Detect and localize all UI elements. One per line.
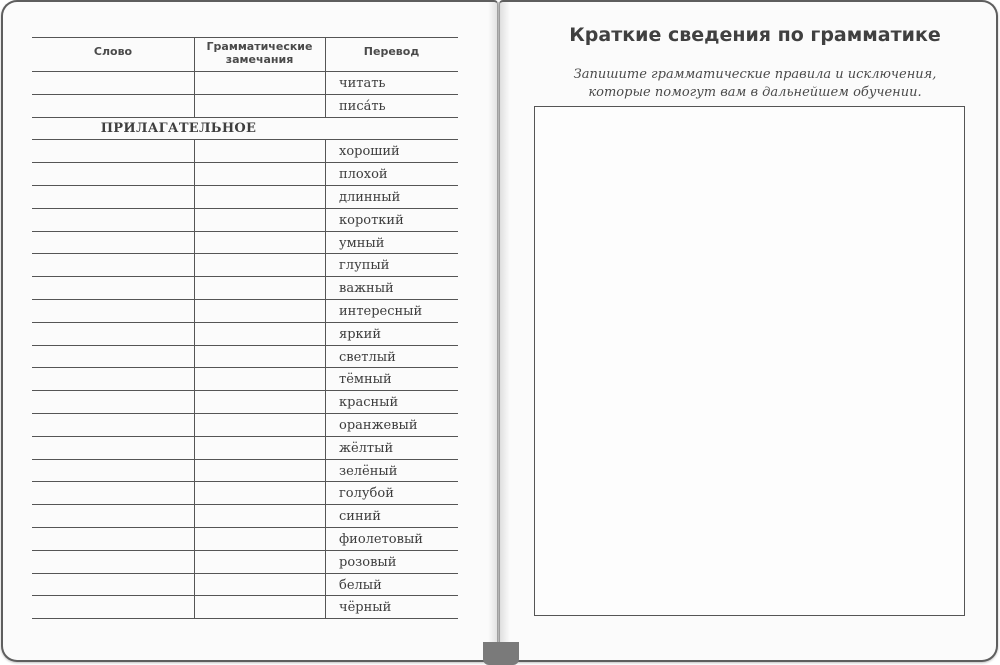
grammar-cell[interactable]	[194, 253, 325, 276]
word-cell[interactable]	[32, 231, 194, 254]
translation-cell: плохой	[339, 167, 388, 183]
word-cell[interactable]	[32, 481, 194, 504]
translation-cell: писа́ть	[339, 98, 386, 114]
word-cell[interactable]	[32, 345, 194, 368]
word-cell[interactable]	[32, 595, 194, 618]
translation-cell: интересный	[339, 304, 423, 319]
word-cell[interactable]	[32, 550, 194, 573]
translation-cell: тёмный	[339, 372, 392, 388]
word-cell[interactable]	[32, 299, 194, 322]
column-divider	[194, 37, 195, 117]
grammar-cell[interactable]	[194, 322, 325, 345]
translation-cell: розовый	[339, 554, 397, 570]
grammar-cell[interactable]	[194, 367, 325, 390]
translation-cell: белый	[339, 577, 382, 593]
translation-cell: оранжевый	[339, 418, 418, 433]
translation-cell: яркий	[339, 326, 381, 342]
translation-cell: фиолетовый	[339, 532, 423, 547]
grammar-notes-box[interactable]	[534, 106, 965, 616]
translation-cell: читать	[339, 76, 386, 91]
grammar-cell[interactable]	[194, 208, 325, 231]
grammar-cell[interactable]	[194, 162, 325, 185]
translation-cell: синий	[339, 509, 381, 525]
word-cell[interactable]	[32, 390, 194, 413]
row-divider	[32, 117, 458, 118]
translation-cell: светлый	[339, 349, 396, 365]
translation-cell: хороший	[339, 144, 400, 160]
translation-cell: умный	[339, 235, 385, 251]
translation-cell: красный	[339, 395, 399, 411]
grammar-instructions	[520, 66, 990, 102]
grammar-cell[interactable]	[194, 595, 325, 618]
grammar-cell[interactable]	[194, 139, 325, 162]
word-cell[interactable]	[32, 253, 194, 276]
word-cell[interactable]	[32, 527, 194, 550]
grammar-cell[interactable]	[194, 390, 325, 413]
word-cell[interactable]	[32, 504, 194, 527]
grammar-title: Краткие сведения по грамматике	[569, 24, 941, 46]
translation-cell: глупый	[339, 258, 390, 274]
word-cell[interactable]	[32, 459, 194, 482]
grammar-cell[interactable]	[194, 185, 325, 208]
header-grammar-line1: Грамматические	[206, 40, 313, 53]
word-cell[interactable]	[32, 94, 194, 117]
column-divider	[325, 139, 326, 618]
word-cell[interactable]	[32, 185, 194, 208]
instructions-line1: Запишите грамматические правила и исключения,	[573, 67, 937, 82]
word-cell[interactable]	[32, 276, 194, 299]
word-cell[interactable]	[32, 71, 194, 94]
header-grammar-line2: замечания	[225, 53, 294, 66]
translation-cell: зелёный	[339, 463, 398, 479]
word-cell[interactable]	[32, 139, 194, 162]
translation-cell: длинный	[339, 190, 401, 205]
word-cell[interactable]	[32, 436, 194, 459]
word-cell[interactable]	[32, 573, 194, 596]
section-label-adjective: ПРИЛАГАТЕЛЬНОЕ	[100, 120, 257, 136]
grammar-cell[interactable]	[194, 345, 325, 368]
grammar-cell[interactable]	[194, 481, 325, 504]
grammar-cell[interactable]	[194, 276, 325, 299]
translation-cell: жёлтый	[339, 440, 394, 456]
word-cell[interactable]	[32, 413, 194, 436]
translation-cell: чёрный	[339, 600, 392, 616]
grammar-cell[interactable]	[194, 527, 325, 550]
grammar-cell[interactable]	[194, 504, 325, 527]
book-spine	[483, 642, 519, 665]
word-cell[interactable]	[32, 162, 194, 185]
grammar-cell[interactable]	[194, 94, 325, 117]
word-cell[interactable]	[32, 367, 194, 390]
grammar-cell[interactable]	[194, 550, 325, 573]
grammar-cell[interactable]	[194, 71, 325, 94]
translation-cell: короткий	[339, 212, 404, 228]
grammar-cell[interactable]	[194, 459, 325, 482]
header-word: Слово	[93, 45, 133, 58]
grammar-cell[interactable]	[194, 436, 325, 459]
grammar-cell[interactable]	[194, 231, 325, 254]
word-cell[interactable]	[32, 208, 194, 231]
column-divider	[194, 139, 195, 618]
word-cell[interactable]	[32, 322, 194, 345]
grammar-cell[interactable]	[194, 573, 325, 596]
row-divider	[32, 618, 458, 619]
instructions-line2: которые помогут вам в дальнейшем обучении.	[588, 85, 922, 100]
header-grammar-notes	[194, 40, 325, 66]
grammar-cell[interactable]	[194, 413, 325, 436]
row-divider	[32, 37, 458, 38]
header-translation: Перевод	[363, 45, 420, 58]
column-divider	[325, 37, 326, 117]
translation-cell: голубой	[339, 486, 394, 502]
grammar-cell[interactable]	[194, 299, 325, 322]
translation-cell: важный	[339, 281, 394, 297]
